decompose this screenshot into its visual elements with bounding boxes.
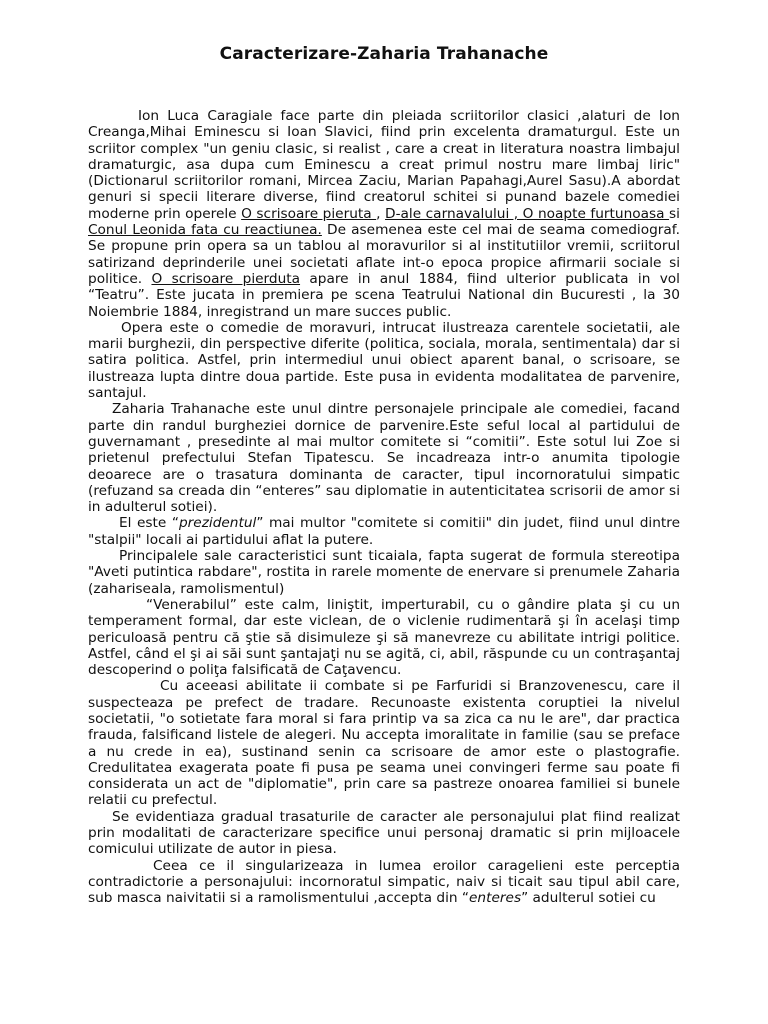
paragraph: [88, 809, 680, 858]
paragraph-text: Principalele sale caracteristici sunt ticaiala, fapta sugerat de formula stereotipa "Aveti putintica rabdare", rostita in rarele momente de enervare si prenumele Zaharia (zahariseala, ramolismentul): [88, 548, 680, 597]
paragraph-text: De asemenea este cel mai de seama comediograf. Se propune prin opera sa un tablou al moravurilor si al institutiilor vremii, scriitorul satirizand deprinderile unei societati aflate int-o epoca propice afirmarii sociale si politice.: [88, 222, 680, 287]
document-title: Caracterizare-Zaharia Trahanache: [219, 44, 549, 64]
paragraph-text: apare in anul 1884, fiind ulterior publicata in vol “Teatru”. Este jucata in premiera pe scena Teatrului National din Bucuresti , la 30 Noiembrie 1884, inregistrand un mare succes public.: [88, 270, 680, 320]
paragraph: [88, 401, 680, 515]
paragraph-text: ” adulterul sotiei cu: [521, 890, 656, 907]
paragraph-text: Ion Luca Caragiale face parte din pleiada scriitorilor clasici ,alaturi de Ion Creanga,Mihai Eminescu si Ioan Slavici, fiind prin excelenta dramaturgul. Este un scriitor complex "un geniu clasic, si realist , care a creat in literatura noastra limbajul dramaturgic, asa dupa cum Eminescu a creat primul nostru mare limbaj liric"(Dictionarul scriitorilor romani, Mircea Zaciu, Marian Papahagi,Aurel Sasu).A abordat genuri si specii literare diverse, fiind creatorul schitei si punand bazele comediei moderne prin operele: [88, 108, 680, 222]
paragraph: [88, 678, 680, 808]
paragraph-text: si: [669, 205, 680, 222]
paragraph-text: El este “: [119, 515, 179, 532]
italic-text: enteres: [469, 890, 522, 907]
paragraph-text: ,: [376, 205, 386, 222]
paragraph-text: Opera este o comedie de moravuri, intrucat ilustreaza carentele societatii, ale marii burghezii, din perspective diferite (politica, sociala, morala, sentimentala) dar si satira politica. Astfel, prin intermediul unui obiect aparent banal, o scrisoare, se ilustreaza lupta dintre doua partide. Este pusa in evidenta modalitatea de parvenire, santajul.: [88, 319, 680, 402]
paragraph-text: Cu aceeasi abilitate ii combate si pe Farfuridi si Branzovenescu, care il suspecteaza pe prefect de tradare. Recunoaste existenta coruptiei la nivelul societatii, "o sotietate fara moral si fara printip va sa zica ca nu le are", dar practica frauda, falsificand listele de alegeri. Nu accepta imoralitate in familie (sau se preface a nu crede in ea), sustinand senin ca scrisoare de amor este o plastografie. Credulitatea exagerata poate fi pusa pe seama unei convingeri ferme sau poate fi considerata un act de "diplomatie", prin care sa pastreze onoarea familiei si bunele relatii cu prefectul.: [88, 678, 680, 809]
paragraph-text: ” mai multor "comitete si comitii" din judet, fiind unul dintre "stalpii" locali ai partidului aflat la putere.: [88, 515, 680, 548]
underlined-work-title: O scrisoare pierduta: [151, 270, 301, 287]
paragraph-text: Se evidentiaza gradual trasaturile de caracter ale personajului plat fiind realizat prin modalitati de caracterizare specifice unui personaj dramatic si prin mijloacele comicului utilizate de autor in piesa.: [88, 808, 680, 858]
underlined-work-title: O scrisoare pieruta: [241, 205, 377, 222]
paragraph: [88, 548, 680, 597]
underlined-work-title: D-ale carnavalului , O noapte furtunoasa: [385, 205, 670, 222]
italic-text: prezidentul: [178, 515, 257, 532]
paragraph: [88, 515, 680, 548]
paragraph: [88, 858, 680, 907]
paragraph: [88, 320, 680, 401]
paragraph: [88, 597, 680, 678]
underlined-work-title: Conul Leonida fata cu reactiunea.: [88, 222, 322, 239]
paragraph-text: “Venerabilul” este calm, liniştit, imperturabil, cu o gândire plata şi cu un temperament formal, dar este viclean, de o viclenie rudimentară şi în acelaşi timp periculoasă pentru că ştie să disimuleze şi să manevreze cu abilitate intrigi politice. Astfel, când el şi ai săi sunt şantajaţi nu se agită, ci, abil, răspunde cu un contraşantaj descoperind o poliţa falsificată de Caţavencu.: [88, 596, 680, 679]
paragraph-text: Zaharia Trahanache este unul dintre personajele principale ale comediei, facand parte din randul burgheziei dornice de parvenire.Este seful local al partidului de guvernamant , presedinte al mai multor comitete si “comitii”. Este sotul lui Zoe si prietenul prefectului Stefan Tipatescu. Se incadreaza intr-o anumita tipologie deoarece are o trasatura dominanta de caracter, tipul incornoratului simpatic (refuzand sa creada din “enteres” sau diplomatie in autenticitatea scrisorii de amor si in adulterul sotiei).: [88, 401, 680, 516]
paragraph-text: Ceea ce il singularizeaza in lumea eroilor caragelieni este perceptia contradictorie a personajului: incornoratul simpatic, naiv si ticait sau tipul abil care, sub masca naivitatii si a ramolismentului ,accepta din “: [88, 857, 680, 907]
paragraph: [88, 108, 680, 320]
document-body: [88, 108, 680, 907]
